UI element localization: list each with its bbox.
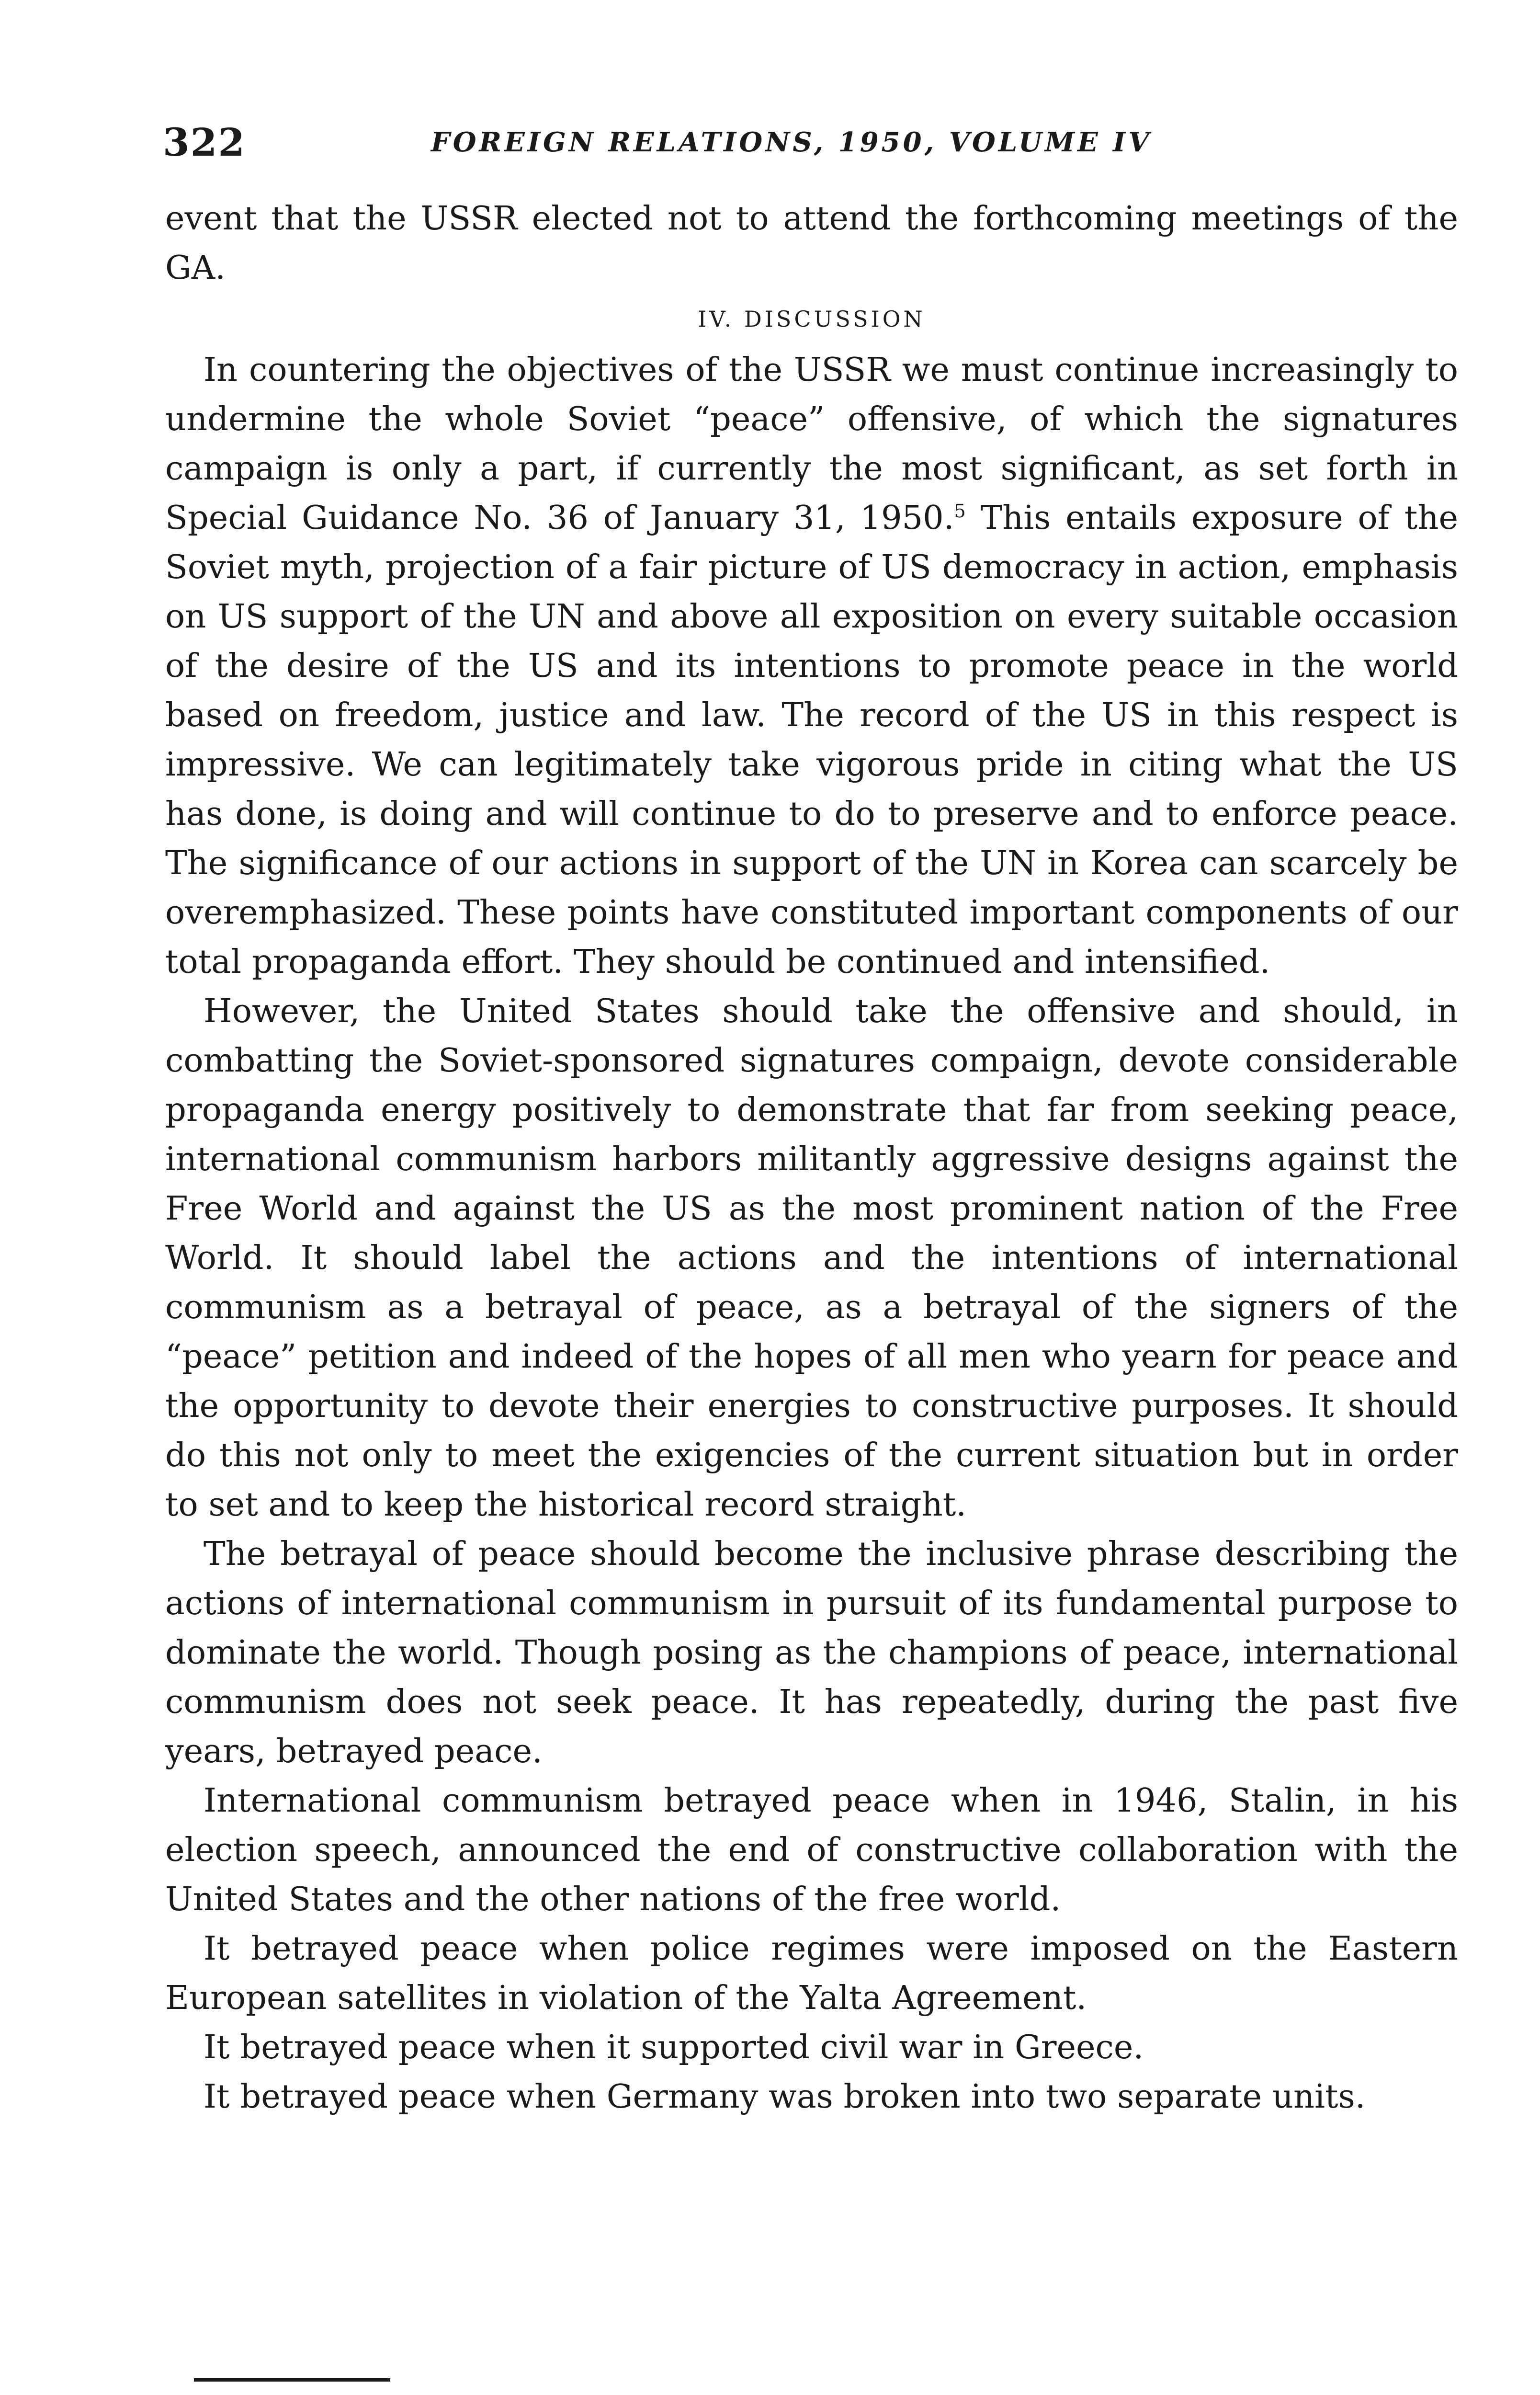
paragraph-7: It betrayed peace when Germany was broken into two separate units.: [204, 2077, 1366, 2116]
running-head: [163, 120, 1446, 172]
paragraph-1-text-cont: This entails exposure of the Soviet myth, projection of a fair picture of US democracy in action, emphasis on US support of the UN and above all exposition on every suitable occasion of the desire of the US and its intentions to promote peace in the world based on freedom, justice and law. The record of the US in this respect is impressive. We can legitimately take vigorous pride in citing what the US has done, is doing and will continue to do to preserve and to enforce peace. The significance of our actions in support of the UN in Korea can scarcely be overemphasized. These points have constituted important components of our total propaganda effort. They should be continued and intensified.: [165, 499, 1458, 981]
footnote-reference: 5: [954, 501, 966, 522]
section-heading: IV. DISCUSSION: [698, 306, 926, 332]
paragraph-1-text: In countering the objectives of the USSR we must continue increasingly to undermine the whole Soviet “peace” offensive, of which the signatures campaign is only a part, if currently the most significant, as set forth in Special Guidance No. 36 of January 31, 1950.: [165, 351, 1458, 537]
paragraph-2: However, the United States should take the offensive and should, in combatting the Soviet-sponsored signatures compaign, devote considerable propaganda energy positively to demonstrate that far from seeking peace, international communism harbors militantly aggressive designs against the Free World and against the US as the most prominent nation of the Free World. It should label the actions and the intentions of international communism as a betrayal of peace, as a betrayal of the signers of the “peace” petition and indeed of the hopes of all men who yearn for peace and the opportunity to devote their energies to constructive purposes. It should do this not only to meet the exigencies of the current situation but in order to set and to keep the historical record straight.: [165, 992, 1458, 1524]
footnote-divider: [194, 2378, 390, 2382]
paragraph-5: It betrayed peace when police regimes were imposed on the Eastern European satellites in violation of the Yalta Agreement.: [165, 1929, 1458, 2017]
running-title: FOREIGN RELATIONS, 1950, VOLUME IV: [431, 126, 1152, 158]
body-text: [165, 194, 1458, 2121]
paragraph-3: The betrayal of peace should become the inclusive phrase describing the actions of international communism in pursuit of its fundamental purpose to dominate the world. Though posing as the champions of peace, international communism does not seek peace. It has repeatedly, during the past five years, betrayed peace.: [165, 1535, 1458, 1770]
paragraph-1: [165, 345, 1458, 987]
continuation-paragraph: event that the USSR elected not to attend the forthcoming meetings of the GA.: [165, 199, 1458, 287]
page-number: 322: [163, 120, 246, 165]
paragraph-4: International communism betrayed peace when in 1946, Stalin, in his election speech, announced the end of constructive collaboration with the United States and the other nations of the free world.: [165, 1781, 1458, 1918]
paragraph-6: It betrayed peace when it supported civil war in Greece.: [204, 2028, 1144, 2066]
